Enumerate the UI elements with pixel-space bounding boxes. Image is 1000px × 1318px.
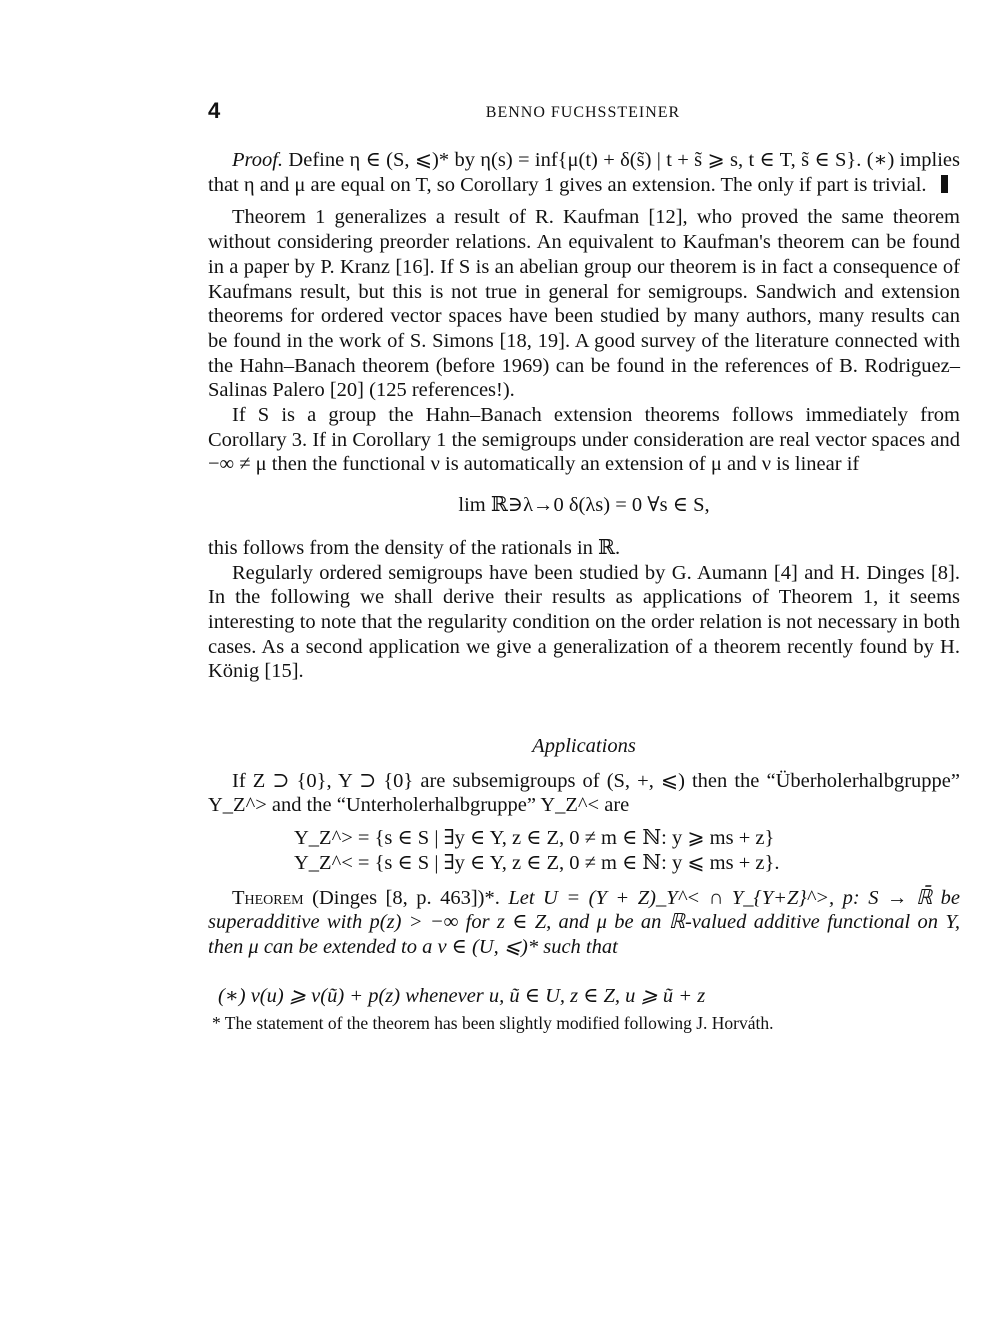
theorem-attribution: (Dinges [8, p. 463])*.	[312, 886, 500, 909]
page-body	[208, 148, 960, 1034]
proof-text: Define η ∈ (S, ⩽)* by η(s) = inf{μ(t) + δ(s̃) | t + s̃ ⩾ s, t ∈ T, s̃ ∈ S}. (∗) implies that η and μ are equal on T, so Corollary 1 gives an extension. The only if part is trivial.	[208, 149, 961, 196]
paragraph-regularly-ordered: Regularly ordered semigroups have been studied by G. Aumann [4] and H. Dinges [8]. In the following we shall derive their results as applications of Theorem 1, it seems interesting to note that the regularity condition on the order relation is not necessary in both cases. As a second application we give a generalization of a theorem recently found by H. König [15].	[208, 561, 960, 683]
proof-label: Proof.	[232, 149, 284, 171]
page-header	[208, 98, 958, 128]
paragraph-applications-intro: If Z ⊃ {0}, Y ⊃ {0} are subsemigroups of (S, +, ⩽) then the “Überholerhalbgruppe” Y_Z^> and the “Unterholerhalbgruppe” Y_Z^< are	[208, 769, 960, 817]
theorem-display-condition: (∗) ν(u) ⩾ ν(ũ) + p(z) whenever u, ũ ∈ U, z ∈ Z, u ⩾ ũ + z	[218, 984, 706, 1007]
definition-ueberholer: Y_Z^> = {s ∈ S | ∃y ∈ Y, z ∈ Z, 0 ≠ m ∈ ℕ: y ⩾ ms + z}	[294, 827, 775, 850]
definition-unterholer: Y_Z^< = {s ∈ S | ∃y ∈ Y, z ∈ Z, 0 ≠ m ∈ ℕ: y ⩽ ms + z}.	[294, 851, 780, 874]
theorem-statement: Let U = (Y + Z)_Y^< ∩ Y_{Y+Z}^>, p: S → ℝ̄ be superadditive with p(z) > −∞ for z ∈ Z, and μ be an ℝ-valued additive functional on Y, then μ can be extended to a ν ∈ (U, ⩽)* such that	[208, 886, 961, 958]
theorem-dinges	[208, 886, 960, 960]
page-number: 4	[208, 98, 221, 123]
theorem-label: Theorem	[232, 886, 304, 909]
proof-paragraph	[208, 148, 960, 197]
running-head: BENNO FUCHSSTEINER	[485, 104, 681, 121]
paragraph-density: this follows from the density of the rationals in ℝ.	[208, 536, 621, 559]
footnote: * The statement of the theorem has been slightly modified following J. Horváth.	[212, 1013, 774, 1034]
qed-mark	[941, 175, 948, 193]
paragraph-hahn-banach: If S is a group the Hahn–Banach extension theorems follows immediately from Corollary 3. If in Corollary 1 the semigroups under consideration are real vector spaces and −∞ ≠ μ then the functional ν is automatically an extension of μ and ν is linear if	[208, 404, 960, 476]
definition-block	[294, 826, 960, 875]
limit-formula: lim ℝ∋λ→0 δ(λs) = 0 ∀s ∈ S,	[458, 494, 710, 517]
paragraph-kaufman: Theorem 1 generalizes a result of R. Kaufman [12], who proved the same theorem without considering preorder relations. An equivalent to Kaufman's theorem can be found in a paper by P. Kranz [16]. If S is an abelian group our theorem is in fact a consequence of Kaufmans result, but this is not true in general for semigroups. Sandwich and extension theorems for ordered vector spaces have been studied by many authors, many results can be found in the work of S. Simons [18, 19]. A good survey of the literature connected with the Hahn–Banach theorem (before 1969) can be found in the references of B. Rodriguez–Salinas Palero [20] (125 references!).	[208, 206, 960, 402]
section-title-applications: Applications	[532, 735, 636, 758]
